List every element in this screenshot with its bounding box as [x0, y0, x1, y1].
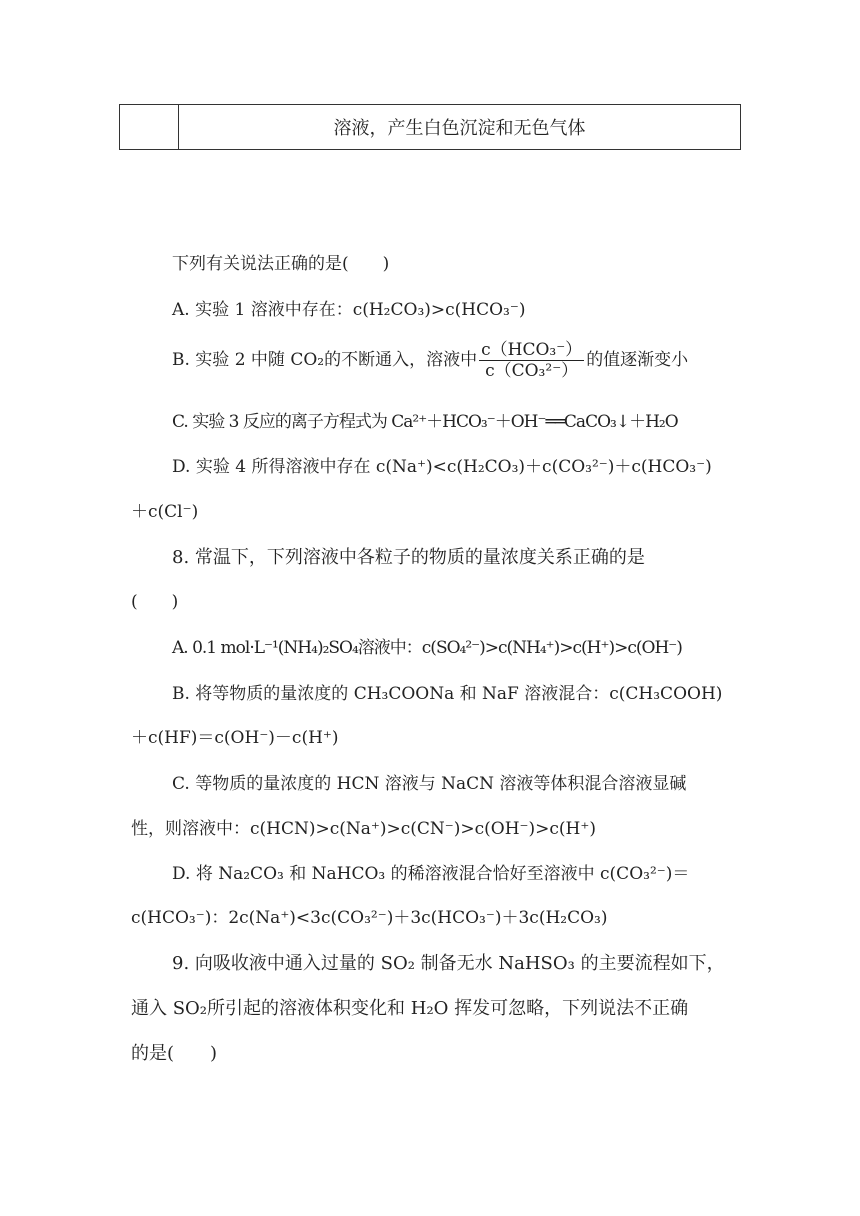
q7-option-a: A. 实验 1 溶液中存在：c(H₂CO₃)>c(HCO₃⁻)	[172, 300, 526, 320]
q8-stem-line2: ( )	[131, 592, 179, 612]
table-cell-empty	[120, 105, 179, 149]
q7-option-c: C. 实验 3 反应的离子方程式为 Ca²⁺＋HCO₃⁻＋OH⁻══CaCO₃↓＋H₂O	[172, 412, 678, 432]
q9-line2: 通入 SO₂所引起的溶液体积变化和 H₂O 挥发可忽略，下列说法不正确	[131, 998, 689, 1019]
q7-option-d-line1: D. 实验 4 所得溶液中存在 c(Na⁺)<c(H₂CO₃)＋c(CO₃²⁻)＋c(HCO₃⁻)	[172, 457, 712, 477]
fraction-denominator: c（CO₃²⁻）	[485, 360, 579, 381]
q8-option-d-line2: c(HCO₃⁻)：2c(Na⁺)<3c(CO₃²⁻)＋3c(HCO₃⁻)＋3c(H₂CO₃)	[131, 908, 608, 928]
q8-option-c-line2: 性，则溶液中：c(HCN)>c(Na⁺)>c(CN⁻)>c(OH⁻)>c(H⁺)	[131, 819, 596, 839]
q7-option-b-text: B. 实验 2 中随 CO₂的不断通入，溶液中	[172, 350, 478, 370]
fraction-numerator: c（HCO₃⁻）	[481, 339, 583, 360]
q8-option-a: A. 0.1 mol·L⁻¹(NH₄)₂SO₄溶液中：c(SO₄²⁻)>c(NH₄⁺)>c(H⁺)>c(OH⁻)	[172, 638, 682, 658]
q7-option-d-line2: ＋c(Cl⁻)	[131, 502, 199, 522]
experiment-table-fragment	[119, 104, 741, 150]
q8-option-b-line2: ＋c(HF)＝c(OH⁻)－c(H⁺)	[131, 728, 339, 748]
q8-option-b-line1: B. 将等物质的量浓度的 CH₃COONa 和 NaF 溶液混合：c(CH₃COOH)	[172, 684, 723, 704]
q9-line1: 9. 向吸收液中通入过量的 SO₂ 制备无水 NaHSO₃ 的主要流程如下，	[172, 953, 725, 974]
q8-option-d-line1: D. 将 Na₂CO₃ 和 NaHCO₃ 的稀溶液混合恰好至溶液中 c(CO₃²⁻)＝	[172, 864, 690, 884]
q9-line3: 的是( )	[131, 1043, 218, 1064]
q7-stem: 下列有关说法正确的是( )	[172, 254, 390, 274]
table-cell-text: 溶液，产生白色沉淀和无色气体	[333, 118, 586, 139]
q7-option-b-fraction	[479, 340, 584, 381]
q8-option-c-line1: C. 等物质的量浓度的 HCN 溶液与 NaCN 溶液等体积混合溶液显碱	[172, 774, 687, 794]
q8-stem-line1: 8. 常温下，下列溶液中各粒子的物质的量浓度关系正确的是	[172, 547, 645, 568]
q7-option-b-tail: 的值逐渐变小	[586, 350, 689, 370]
q7-option-b	[172, 338, 730, 382]
